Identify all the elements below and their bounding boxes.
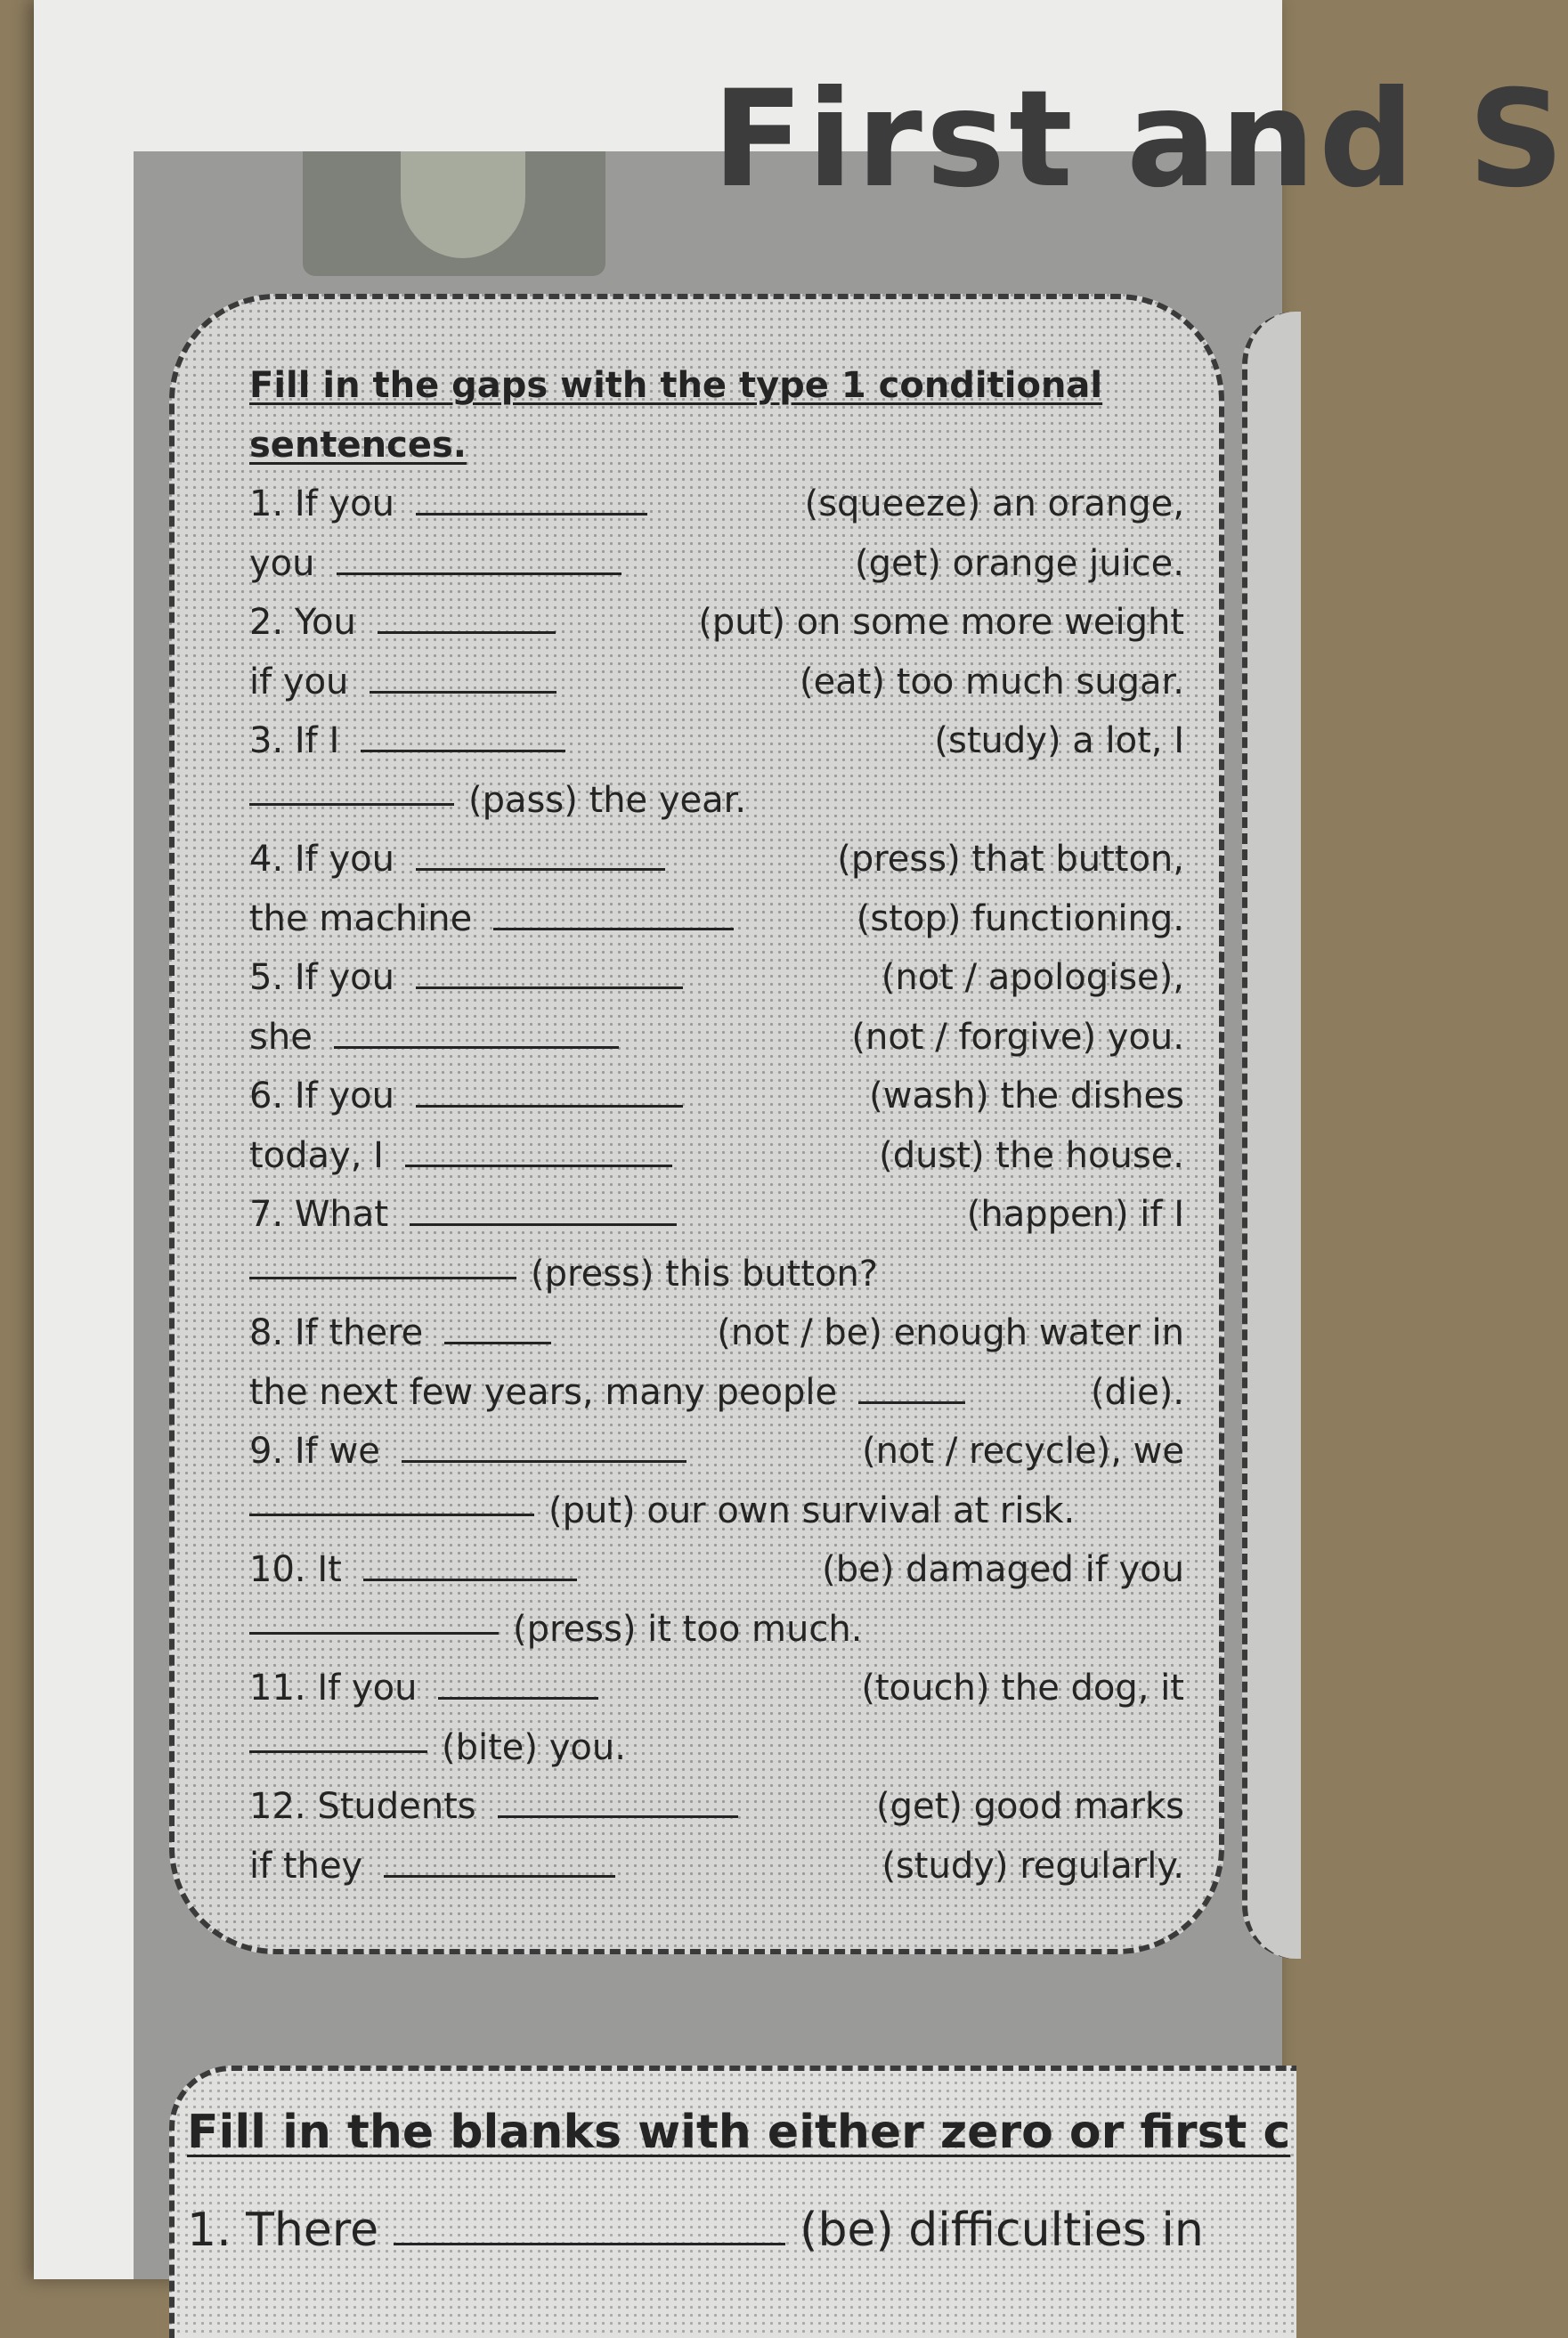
line-start-text: 2. You [249, 602, 356, 643]
answer-gap[interactable] [361, 718, 565, 752]
line-start-text: 9. If we [249, 1431, 380, 1472]
answer-gap[interactable] [249, 1718, 427, 1753]
exercise-line [249, 653, 1184, 712]
exercise-line [249, 534, 1184, 594]
line-end-text: (be) damaged if you [822, 1549, 1184, 1590]
exercise-line [249, 1126, 1184, 1186]
answer-gap[interactable] [438, 1665, 598, 1700]
line-start-text: she [249, 1016, 313, 1058]
answer-gap[interactable] [249, 1482, 534, 1516]
exercise-line [249, 1777, 1184, 1837]
answer-gap[interactable] [405, 1132, 672, 1167]
exercise-line [249, 830, 1184, 889]
worksheet-title: First and S [712, 62, 1568, 217]
line-end-text: (press) this button? [531, 1253, 879, 1295]
line-start-text: today, I [249, 1134, 384, 1176]
line-left-group [249, 1126, 672, 1186]
line-start-text: 8. If there [249, 1312, 424, 1353]
answer-gap[interactable] [493, 896, 734, 930]
line-start-text: 11. If you [249, 1668, 418, 1709]
line-left-group [249, 1422, 687, 1482]
line-end-text: (bite) you. [442, 1726, 626, 1768]
item-1-end: (be) difficulties in [800, 2204, 1204, 2257]
exercise-2-item-1 [187, 2181, 1282, 2279]
line-start-text: if they [249, 1845, 363, 1887]
line-left-group [249, 1659, 598, 1718]
exercise-line [249, 1600, 1184, 1660]
line-end-text: (pass) the year. [468, 779, 747, 821]
line-end-text: (not / be) enough water in [717, 1312, 1184, 1353]
line-end-text: (wash) the dishes [869, 1076, 1184, 1116]
answer-gap[interactable] [378, 599, 556, 634]
item-1-start: 1. There [187, 2204, 379, 2257]
exercise-line [249, 889, 1184, 949]
answer-gap[interactable] [249, 1245, 516, 1279]
answer-gap[interactable] [410, 1191, 677, 1226]
exercise-line [249, 1303, 1184, 1363]
line-left-group [249, 1540, 577, 1600]
line-left-group [249, 1067, 683, 1126]
line-end-text: (dust) the house. [879, 1134, 1184, 1176]
line-left-group [249, 830, 665, 889]
exercise-line [249, 711, 1184, 771]
line-left-group [249, 593, 556, 653]
answer-gap[interactable] [363, 1546, 577, 1581]
line-start-text: 4. If you [249, 839, 394, 880]
line-start-text: 10. It [249, 1549, 342, 1590]
line-left-group [249, 1363, 965, 1423]
exercise-line [249, 1363, 1184, 1423]
answer-gap[interactable] [444, 1310, 551, 1344]
line-left-group [249, 475, 647, 534]
line-end-text: (not / apologise), [881, 957, 1184, 998]
exercise-line [249, 1422, 1184, 1482]
exercise-line [249, 593, 1184, 653]
exercise-line [249, 1008, 1184, 1068]
line-left-group [249, 1185, 677, 1245]
answer-gap[interactable] [498, 1783, 738, 1818]
line-end-text: (squeeze) an orange, [804, 483, 1184, 524]
line-left-group [249, 711, 565, 771]
line-left-group [249, 1303, 551, 1363]
answer-gap[interactable] [858, 1369, 965, 1404]
line-start-text: 12. Students [249, 1786, 476, 1827]
answer-gap[interactable] [416, 836, 665, 871]
line-end-text: (die). [1090, 1371, 1184, 1413]
exercise-content [249, 356, 1184, 1896]
exercise-line [249, 1245, 1184, 1304]
instruction-line-2: sentences. [249, 424, 467, 466]
instruction-line-1: Fill in the gaps with the type 1 conditional [249, 365, 1103, 406]
exercise-line [249, 1482, 1184, 1541]
line-start-text: 7. What [249, 1194, 388, 1235]
line-start-text: 5. If you [249, 957, 394, 998]
line-end-text: (get) orange juice. [855, 542, 1184, 584]
line-start-text: 6. If you [249, 1076, 394, 1116]
exercise-lines [249, 475, 1184, 1896]
line-left-group [249, 1008, 619, 1068]
answer-gap[interactable] [337, 540, 622, 575]
line-start-text: the next few years, many people [249, 1371, 838, 1413]
answer-gap[interactable] [416, 954, 683, 989]
answer-gap[interactable] [394, 2211, 785, 2245]
exercise-line [249, 1185, 1184, 1245]
line-start-text: you [249, 542, 315, 584]
line-end-text: (eat) too much sugar. [799, 661, 1184, 702]
line-end-text: (study) regularly. [881, 1845, 1184, 1887]
answer-gap[interactable] [384, 1843, 615, 1878]
answer-gap[interactable] [402, 1428, 687, 1463]
exercise-line [249, 1659, 1184, 1718]
answer-gap[interactable] [249, 771, 454, 806]
line-start-text: 1. If you [249, 483, 394, 524]
exercise-line [249, 948, 1184, 1008]
line-end-text: (put) our own survival at risk. [548, 1490, 1076, 1531]
line-start-text: 3. If I [249, 720, 340, 761]
next-panel-edge [1242, 312, 1301, 1959]
answer-gap[interactable] [334, 1014, 619, 1049]
answer-gap[interactable] [416, 1073, 683, 1108]
exercise-line [249, 1837, 1184, 1896]
line-end-text: (put) on some more weight [698, 602, 1184, 643]
line-end-text: (press) that button, [837, 839, 1184, 880]
line-left-group [249, 1777, 738, 1837]
answer-gap[interactable] [370, 659, 557, 694]
answer-gap[interactable] [416, 481, 647, 515]
line-start-text: if you [249, 661, 349, 702]
line-end-text: (happen) if I [966, 1194, 1184, 1235]
instruction-exercise-2: Fill in the blanks with either zero or first c [187, 2106, 1291, 2159]
exercise-line [249, 1067, 1184, 1126]
line-left-group [249, 653, 557, 712]
exercise-line [249, 771, 1184, 831]
line-start-text: the machine [249, 897, 473, 939]
line-end-text: (stop) functioning. [856, 897, 1184, 939]
line-left-group [249, 948, 683, 1008]
line-end-text: (press) it too much. [513, 1608, 863, 1650]
header-illustration [303, 151, 605, 276]
exercise-line [249, 1718, 1184, 1778]
exercise-line [249, 475, 1184, 534]
line-left-group [249, 534, 622, 594]
line-end-text: (get) good marks [876, 1786, 1184, 1827]
exercise-line [249, 1540, 1184, 1600]
line-left-group [249, 1837, 615, 1896]
line-left-group [249, 889, 734, 949]
line-end-text: (study) a lot, I [934, 720, 1184, 761]
answer-gap[interactable] [249, 1600, 499, 1635]
line-end-text: (not / recycle), we [862, 1431, 1184, 1472]
line-end-text: (touch) the dog, it [861, 1668, 1184, 1709]
line-end-text: (not / forgive) you. [851, 1016, 1184, 1058]
exercise-2-content [187, 2083, 1291, 2279]
